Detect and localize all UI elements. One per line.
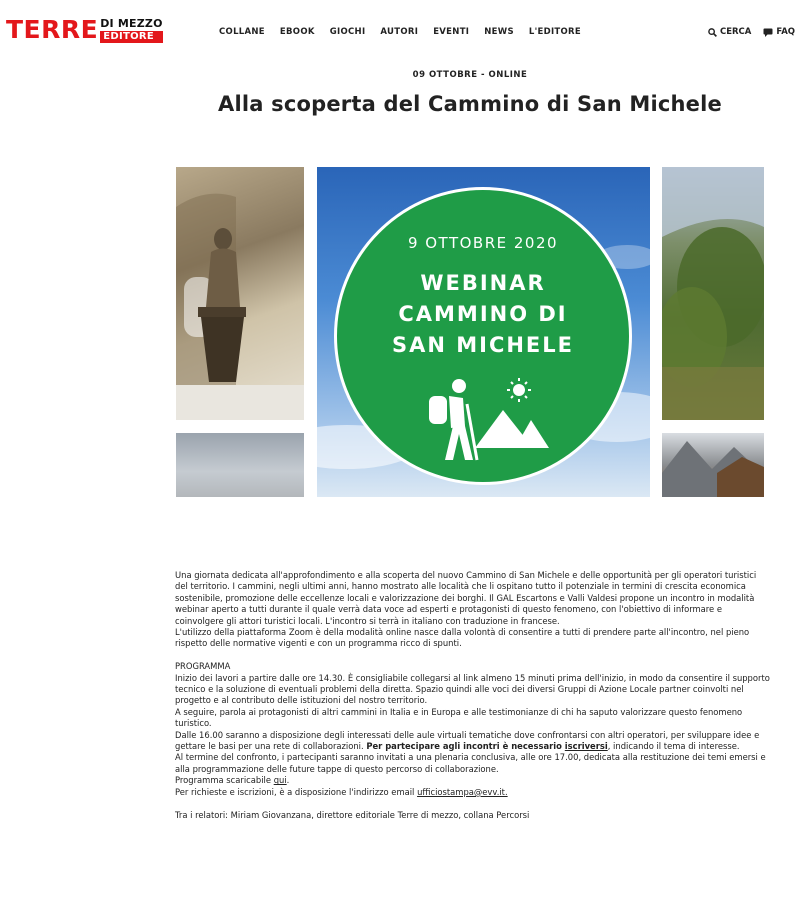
aule-text: Dalle 16.00 saranno a disposizione degli interessati delle aule virtuali tematiche dove confrontarsi con altri operatori, per sviluppare idee e gettare le basi per una rete di collaborazioni. — [175, 729, 760, 752]
programma-download-link[interactable]: qui — [273, 775, 287, 786]
main-nav — [219, 27, 596, 37]
faq-link[interactable] — [763, 27, 795, 37]
logo-top-text: DI MEZZO — [100, 17, 163, 30]
logo-bottom-text: EDITORE — [100, 31, 162, 43]
aule-text-end: , indicando il tema di interesse. — [607, 741, 740, 752]
event-title: Alla scoperta del Cammino di San Michele — [218, 92, 722, 116]
nav-eventi[interactable]: EVENTI — [433, 27, 470, 37]
faq-label: FAQ — [776, 27, 795, 37]
nav-autori[interactable]: AUTORI — [380, 27, 419, 37]
tree-photo — [662, 167, 764, 420]
header-utilities — [696, 27, 795, 37]
programma-heading: PROGRAMMA — [175, 661, 231, 672]
nav-news[interactable]: NEWS — [484, 27, 514, 37]
search-link[interactable] — [708, 27, 751, 37]
event-description — [175, 570, 770, 821]
programma-start-paragraph: Inizio dei lavori a partire dalle ore 14.30. È consigliabile collegarsi al link almeno 15 minuti prima dell'inizio, in modo da consentire il supporto tecnico e la soluzione di eventuali problemi della diretta. Spazio quindi alle voci dei diversi Gruppi di Azione Locale partner coinvolti nel progetto e al contributo delle istituzioni del nostro territorio. — [175, 672, 770, 706]
intro-paragraph: Una giornata dedicata all'approfondimento e alla scoperta del nuovo Cammino di San Michele e delle opportunità per gli operatori turistici del territorio. I cammini, negli ultimi anni, hanno mostrato alle località che li ospitano tutto il potenziale in termini di crescita economica sostenibile, promozione delle eccellenze locali e valorizzazione dei borghi. Il GAL Escartons e Valli Valdesi propone un incontro in modalità webinar aperto a tutti durante il quale verrà data voce ad esperti e protagonisti di questo fenomeno, con l'obiettivo di informare e coinvolgere gli attori turistici locali. L'incontro si terrà in italiano con traduzione in francese. — [175, 570, 757, 626]
sky-photo — [176, 433, 304, 497]
contact-email-link[interactable]: ufficiostampa@evv.it. — [417, 786, 508, 797]
mountain-village-photo — [662, 433, 764, 497]
contact-text: Per richieste e iscrizioni, è a disposizione l'indirizzo email — [175, 786, 418, 797]
webinar-banner — [317, 167, 650, 497]
tree-illustration — [662, 167, 764, 420]
chat-bubble-icon — [763, 28, 773, 37]
relatori-paragraph: Tra i relatori: Miriam Giovanzana, direttore editoriale Terre di mezzo, collana Percorsi — [175, 809, 530, 820]
nav-editore[interactable]: L'EDITORE — [528, 27, 582, 37]
nav-ebook[interactable]: EBOOK — [279, 27, 315, 37]
contact-paragraph — [175, 787, 770, 798]
webinar-date: 9 OTTOBRE 2020 — [407, 234, 559, 252]
site-logo[interactable] — [6, 16, 163, 46]
logo-side — [100, 18, 162, 43]
aule-virtuali-paragraph — [175, 730, 770, 753]
iscriversi-link[interactable]: iscriversi — [564, 741, 608, 752]
hiker-mountain-icon — [415, 376, 555, 466]
webinar-title-line1: WEBINAR — [420, 271, 546, 295]
logo-main-text: TERRE — [6, 15, 99, 44]
event-date: 09 OTTOBRE - ONLINE — [412, 70, 528, 80]
site-header — [0, 0, 805, 62]
download-text-end: . — [286, 775, 290, 786]
plenaria-paragraph: Al termine del confronto, i partecipanti saranno invitati a una plenaria conclusiva, alle ore 17.00, dedicata alla restituzione dei temi emersi e alla programmazione delle future tappe di questo percorso di collaborazione. — [175, 752, 766, 774]
download-paragraph — [175, 775, 770, 786]
webinar-title — [337, 268, 629, 361]
platform-paragraph: L'utilizzo della piattaforma Zoom è della modalità online nasce dalla volontà di consentire a tutti di prendere parte all'incontro, nel pieno rispetto delle normative vigenti e con un programma ricco di spunti. — [175, 627, 750, 649]
aule-bold-text: Per partecipare agli incontri è necessario — [366, 741, 565, 752]
search-icon — [708, 28, 717, 37]
programma-followup-paragraph: A seguire, parola ai protagonisti di altri cammini in Italia e in Europa e alle testimonianze di chi ha saputo valorizzare questo fenomeno turistico. — [175, 706, 743, 729]
webinar-title-line3: SAN MICHELE — [391, 333, 575, 357]
statue-photo — [176, 167, 304, 420]
webinar-title-line2: CAMMINO DI — [398, 302, 568, 326]
statue-illustration — [176, 167, 304, 420]
nav-collane[interactable]: COLLANE — [219, 27, 265, 37]
webinar-circle — [334, 187, 632, 485]
nav-giochi[interactable]: GIOCHI — [329, 27, 366, 37]
download-text: Programma scaricabile — [175, 775, 274, 786]
search-label: CERCA — [719, 27, 752, 37]
village-illustration — [662, 433, 764, 497]
